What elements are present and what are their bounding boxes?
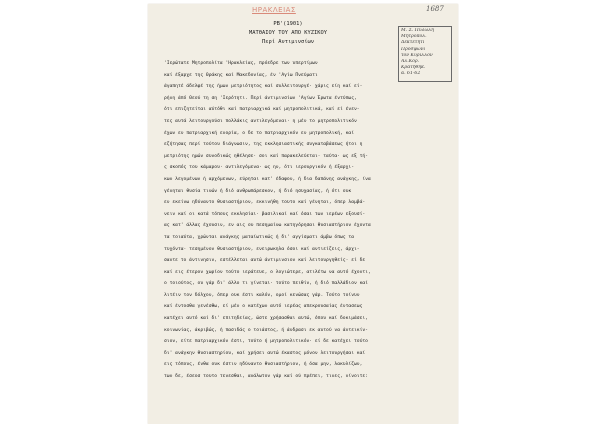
- margin-note-line: Κρατήθηκ.: [401, 65, 426, 71]
- title-block: [188, 20, 388, 47]
- text-line: κων λεγομένων ή αρχόμενων, εύρηται κατ' έδαφον, ή δια δαπάνης ανάγκης, ίνα: [164, 176, 371, 182]
- document-page: [148, 4, 458, 424]
- margin-note-line: α. 61-62: [401, 71, 421, 77]
- text-line: τα τοιαύτα, χρώνται ανάγκης ματαίωτικώς ή δι' αγγίσματι άμβω όπως τα: [164, 234, 354, 240]
- text-line: κατέχει αυτό καί δι' επιτηδείας, ώστε χρήσασθαι αυτώ, όπου καί δοκιμάσει,: [164, 316, 368, 322]
- text-line: σαντε το άντινησιν, εστέλλεται αυτώ άντιμινσιον καί λειτουργηθείς· εί δε: [164, 258, 366, 264]
- text-line: δι' ανάγκην θυσιαστηρίου, καί χρήσει αυτώ έκαστος μόνον λειτουργήσαι καί: [164, 350, 366, 356]
- text-line: 'Ιερώτατε Μητροπολίτα 'Ηρακλείας, πρόεδρε των υπερτίμων: [164, 61, 318, 66]
- title-author: ΜΑΤΘΑΙΟΥ ΤΟΥ ΑΠΟ ΚΥΖΙΚΟΥ: [249, 30, 327, 36]
- body-text: [164, 58, 454, 383]
- text-line: ρήνη άπό Θεού τη ση 'Ιερότητι. Περί άντιμινσίων 'Αγίων Έρωτα έντύπως,: [164, 95, 357, 101]
- text-line: νειν καί οι κατά τόπους εκκλησίαι· βασιλικαί καί όσαι των ιερέων εξουσί-: [164, 211, 366, 217]
- margin-note-line: Προσφωνί: [401, 46, 426, 52]
- text-line: ο τοιούτος, ου γάρ δι' άλλο τι γίνεται· τούτο πειθίν, ή διό παλλάδιον καί: [164, 281, 368, 287]
- margin-note-line: τον Κυρίλλον: [401, 52, 433, 58]
- text-line: σιον, είτε πατριαρχικόν έστι, τούτο ή μητροπολιτικόν· εί δε κατέχει τούτο: [164, 339, 368, 345]
- text-line: ας κατ' άλλας έχουσιν, εν αις ου πεσημαίνω κατηγόρησαι θυσιαστήριον έχοντα: [164, 223, 371, 229]
- text-line: εις τόπους, ένθα ουκ έστιν ηδύναντο θυσιαστήριον, ή όσα μην, λακυλίζων,: [164, 362, 363, 368]
- text-line: των δε, έσεοσ τουτο τενεσθαι, ανάλωτον γάρ καί ού πρέπει, τινες, νίνοιτε:: [164, 374, 368, 380]
- header-stamp: ΗΡΑΚΛΕΙΑΣ: [252, 6, 296, 14]
- margin-note-line: Αλ.Κορ.: [401, 59, 420, 65]
- text-line: κοινωνίας, άκριβώς, ή πασιδάς ο τοιάστος, ή άνδρασι εκ αυτού να άντεικίν-: [164, 327, 368, 333]
- text-line: καί έξαρχε της Θράκης καί Μακεδονίας, έν 'Αγίω Πνεύματι: [164, 72, 318, 78]
- title-year: ΡΒ'(1901): [273, 21, 303, 27]
- text-line: εν εκείνω ηδύναντο θυσιαστήριον, εκκινήθη τουτο καί γένηται, όπερ λαμβά-: [164, 200, 366, 206]
- text-line: ότι επιζητείται αύτόθι καί πατριαρχικά καί μητροπολιτικά, καί εί ένεν-: [164, 107, 360, 113]
- text-line: καί έντοσθα γενέσθω, εί μέν ο κατέχων αυτό ιερέας απεκρουσαίας έντασεως: [164, 304, 363, 310]
- text-line: καί εις έτερον χωρίον τούτο ιεράτευε, ο λογιώτερε, ατιλέτω να αυτό έχοντι,: [164, 269, 371, 275]
- text-line: μετριότης ημών συνοδικώς ηθέλησε· σοι καί παρακελεύεται· ταύτα· ως εξ τή-: [164, 153, 368, 159]
- text-line: εζήτησας περί τούτου διάγνωσιν, της εκκλησιαστικής συγκαταβάσεως ήτοι η: [164, 142, 363, 148]
- title-subject: Περί Αντιμινσίων: [262, 39, 314, 45]
- margin-note-line: Μ. Σ. Πυλώλη: [401, 28, 434, 33]
- text-line: ς σκοπός του κάμαρου· αντιλεγόμενα· ως ην, ότι ιερουργικόν ή έξαρχι-: [164, 165, 354, 171]
- margin-note-line: Δεκτέτητι: [401, 40, 425, 46]
- text-line: τες αυτά λειτουργούσι πολλάκις αντιλεγόμεναι· η μέν το μητροπολιτικόν: [164, 118, 357, 124]
- margin-note-line: Μητροπολ.: [401, 34, 427, 40]
- text-line: άγαπητέ άδελφέ της ήμων μετριότητος καί συλλειτουργέ· χάρις είη καί εί-: [164, 84, 363, 90]
- text-line: λιτέιν τον δόλχον, όπερ ουκ έστι καλόν, ομοί κενώσας γάρ. Τούτο τοίνυν: [164, 292, 360, 298]
- text-line: γένηται θυσία τινών ή διό ανθρωπάρεσκον, ή διό ησυχασίας, ή ότι ουκ: [164, 188, 352, 194]
- text-line: έχων εν πατριαρχική ενορία, ο δε το πατριαρχικόν εν μητροπολική, καί: [164, 130, 354, 136]
- text-line: τυχόντα· τεσημένον θυσιαστήριον, ενειρωκηλα όσοι καί αντιείζεις, άρχι-: [164, 246, 360, 252]
- page-number: 1687: [426, 5, 444, 13]
